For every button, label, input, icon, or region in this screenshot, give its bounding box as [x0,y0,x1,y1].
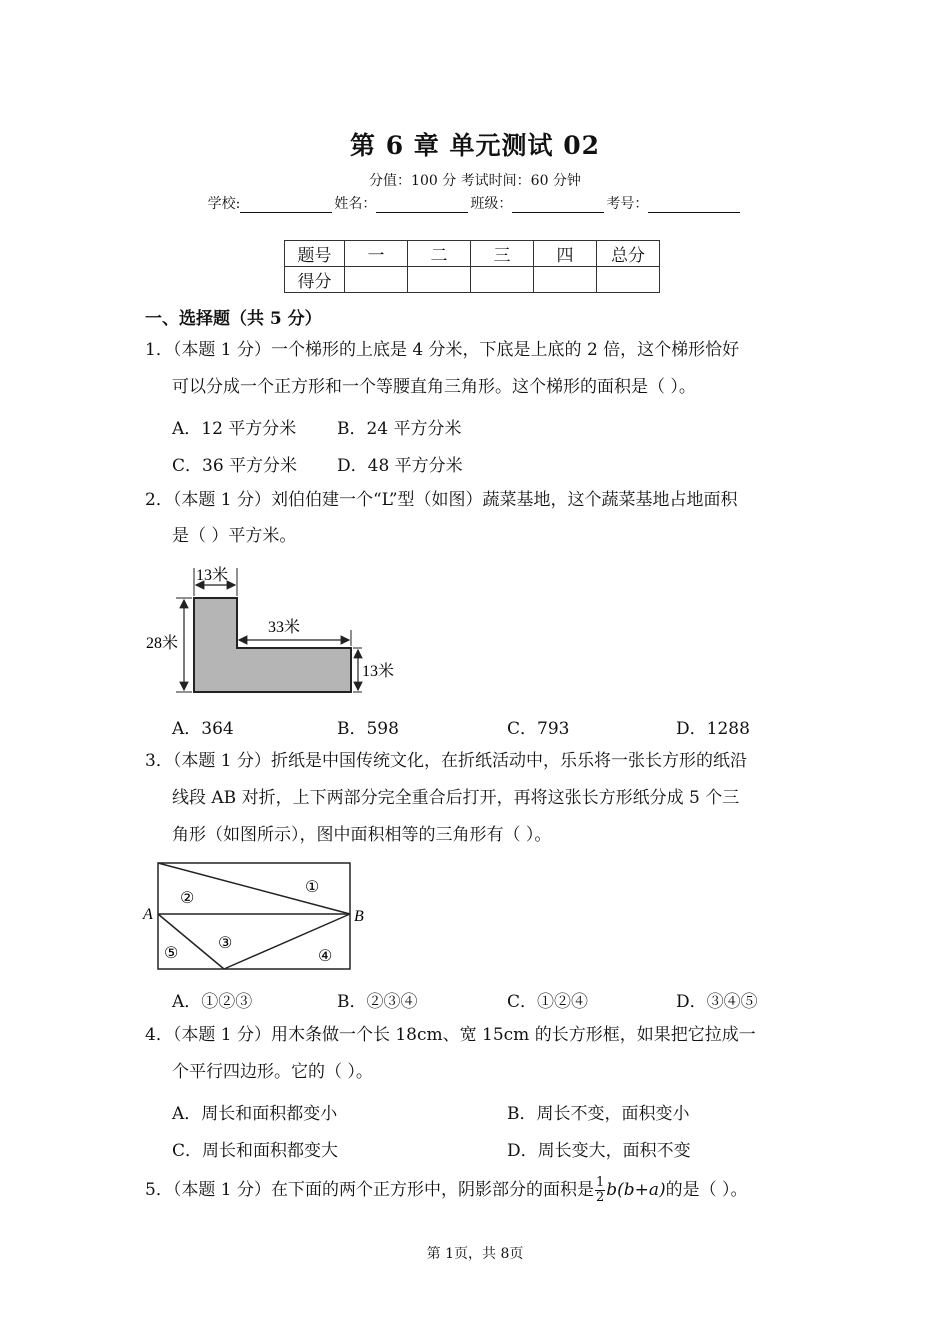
exam-meta: 分值：100 分 考试时间：60 分钟 [369,173,581,189]
region-1: ① [305,879,320,896]
score-cell[interactable] [597,267,660,293]
q4-option-b[interactable]: B．周长不变，面积变小 [507,1104,690,1124]
student-info [0,193,950,213]
score-header-cell: 总分 [597,241,660,267]
region-5: ⑤ [164,945,179,962]
region-4: ④ [318,948,333,965]
score-header-row [285,241,660,267]
score-label-cell: 得分 [285,267,345,293]
dim-mid: 33米 [268,619,301,636]
school-label: 学校: [207,196,241,212]
name-blank[interactable] [376,198,468,213]
l-shape-figure [140,560,410,700]
q4-option-a[interactable]: A．周长和面积都变小 [172,1104,338,1124]
q5-frac-num: 1 [595,1175,605,1190]
q1-option-d[interactable]: D．48 平方分米 [337,456,463,476]
q3-line3: 角形（如图所示），图中面积相等的三角形有（ ）。 [172,825,552,845]
point-b: B [354,908,364,925]
score-header-cell: 一 [345,241,408,267]
page-footer: 第 1页，共 8页 [426,1246,524,1262]
q1-option-c[interactable]: C．36 平方分米 [172,456,298,476]
q5-formula: b(b+a) [606,1180,666,1200]
q1-option-a[interactable]: A．12 平方分米 [172,419,297,439]
region-2: ② [180,890,195,907]
q2-option-b[interactable]: B．598 [337,719,399,739]
q3-option-a[interactable]: A．①②③ [172,992,253,1012]
dim-left: 28米 [146,635,179,652]
score-cell[interactable] [471,267,534,293]
q3-line1: 3．（本题 1 分）折纸是中国传统文化，在折纸活动中，乐乐将一张长方形的纸沿 [145,751,747,771]
q4-line2: 个平行四边形。它的（ ）。 [172,1062,373,1082]
q1-option-b[interactable]: B．24 平方分米 [337,419,462,439]
region-3: ③ [218,935,233,952]
q3-option-c[interactable]: C．①②④ [507,992,589,1012]
section-heading: 一、选择题（共 5 分） [145,309,322,329]
q5-suffix: 的是（ ）。 [665,1180,748,1200]
dim-top: 13米 [196,567,229,584]
q1-line2: 可以分成一个正方形和一个等腰直角三角形。这个梯形的面积是（ ）。 [172,377,696,397]
q4-option-d[interactable]: D．周长变大，面积不变 [507,1141,691,1161]
folded-paper-figure [140,855,380,980]
q2-option-c[interactable]: C．793 [507,719,570,739]
class-blank[interactable] [512,198,604,213]
q5-frac-den: 2 [595,1190,605,1205]
q5-line1 [145,1172,748,1209]
q3-option-b[interactable]: B．②③④ [337,992,418,1012]
score-header-cell: 题号 [285,241,345,267]
class-label: 班级： [470,196,513,212]
score-value-row [285,267,660,293]
q5-prefix: 5．（本题 1 分）在下面的两个正方形中，阴影部分的面积是 [145,1180,594,1200]
q5-fraction [595,1176,605,1205]
score-cell[interactable] [408,267,471,293]
school-blank[interactable] [240,198,332,213]
q4-line1: 4．（本题 1 分）用木条做一个长 18cm、宽 15cm 的长方形框，如果把它拉成一 [145,1025,756,1045]
q1-line1: 1．（本题 1 分）一个梯形的上底是 4 分米，下底是上底的 2 倍，这个梯形恰好 [145,340,740,360]
name-label: 姓名： [334,196,377,212]
score-header-cell: 四 [534,241,597,267]
q2-option-d[interactable]: D．1288 [676,719,750,739]
number-blank[interactable] [648,198,740,213]
q2-option-a[interactable]: A．364 [172,719,234,739]
score-header-cell: 三 [471,241,534,267]
point-a: A [143,906,153,923]
l-shape [194,598,351,692]
q2-line2: 是（ ）平方米。 [172,526,297,546]
score-table [284,240,660,293]
score-header-cell: 二 [408,241,471,267]
page-title: 第 6 章 单元测试 02 [349,131,600,160]
q2-line1: 2．（本题 1 分）刘伯伯建一个“L”型（如图）蔬菜基地，这个蔬菜基地占地面积 [145,490,738,510]
dim-right: 13米 [362,663,395,680]
score-cell[interactable] [345,267,408,293]
q3-option-d[interactable]: D．③④⑤ [676,992,758,1012]
q3-line2: 线段 AB 对折，上下两部分完全重合后打开，再将这张长方形纸分成 5 个三 [172,788,740,808]
number-label: 考号： [606,196,649,212]
score-cell[interactable] [534,267,597,293]
q4-option-c[interactable]: C．周长和面积都变大 [172,1141,339,1161]
